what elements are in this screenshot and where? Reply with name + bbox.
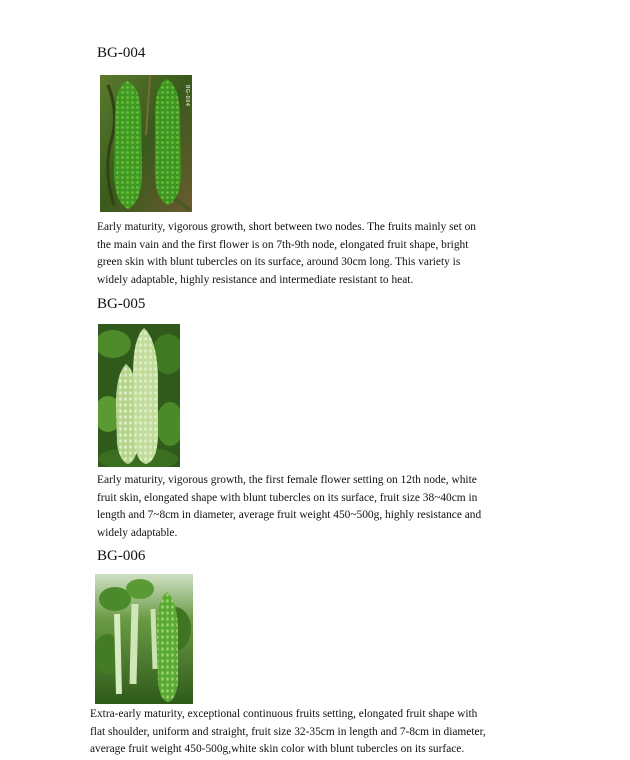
product-description-bg-006 [90,706,486,759]
description-line: average fruit weight 450-500g,white skin color with blunt tubercles on its surface. [90,743,465,755]
product-code-bg-004: BG-004 [97,45,146,61]
product-code-bg-006: BG-006 [97,548,146,564]
description-line: Early maturity, vigorous growth, short between two nodes. The fruits mainly set on [97,221,476,233]
description-line: length and 7~8cm in diameter, average fruit weight 450~500g, highly resistance and [97,509,482,521]
product-code-bg-005: BG-005 [97,296,146,312]
description-line: the main vain and the first flower is on 7th-9th node, elongated fruit shape, bright [97,238,469,251]
description-line: fruit skin, elongated shape with blunt tubercles on its surface, fruit size 38~40cm in [97,491,478,504]
bitter-gourd-photo-bg-005 [98,324,180,467]
bitter-gourd-photo-bg-006 [95,574,193,704]
product-description-bg-005 [97,472,481,542]
photo-watermark-label: BG-004 [184,85,190,107]
description-line: widely adaptable, highly resistance and intermediate resistant to heat. [97,273,414,286]
description-line: Extra-early maturity, exceptional continuous fruits setting, elongated fruit shape with [90,708,478,720]
product-description-bg-004 [97,219,476,289]
description-line: green skin with blunt tubercles on its surface, around 30cm long. This variety is [97,256,461,268]
description-line: widely adaptable. [97,526,178,539]
description-line: flat shoulder, uniform and straight, fruit size 32-35cm in length and 7-8cm in diameter, [90,725,486,738]
description-line: Early maturity, vigorous growth, the first female flower setting on 12th node, white [97,474,477,486]
bitter-gourd-photo-bg-004 [100,75,192,212]
